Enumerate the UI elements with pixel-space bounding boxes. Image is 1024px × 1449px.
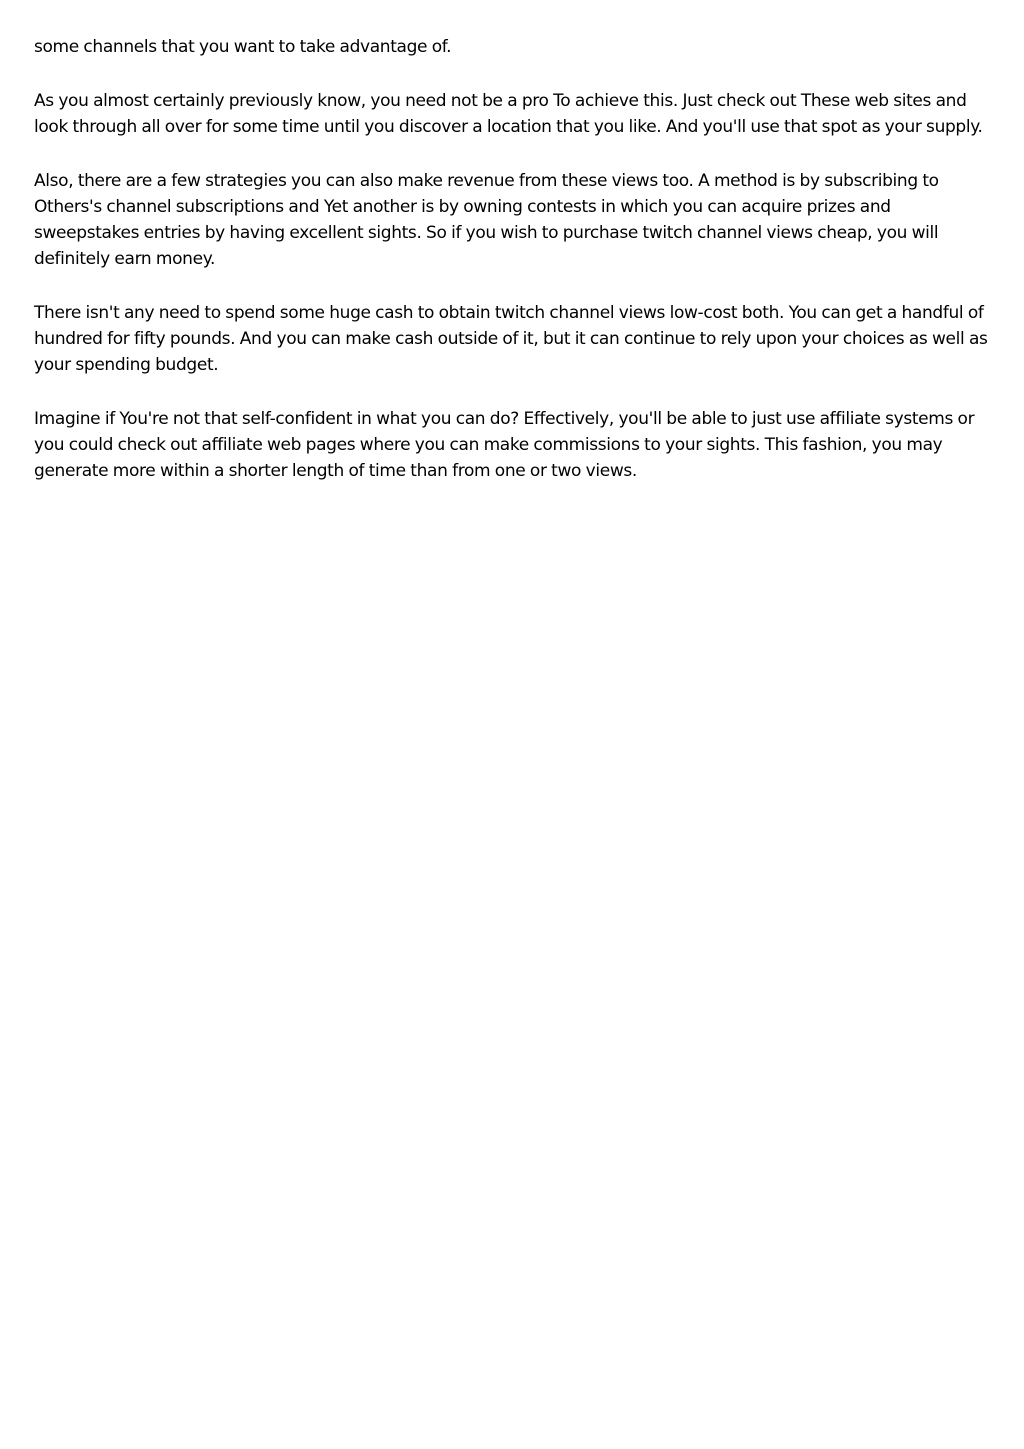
paragraph-2: As you almost certainly previously know, you need not be a pro To achieve this. Just check out These web sites and look through all over for some time until you discover a location that you like. And you'll use that spot as your supply.: [34, 91, 983, 137]
paragraph-1: some channels that you want to take advantage of.: [34, 37, 452, 57]
document-page: [34, 34, 994, 512]
paragraph-4: There isn't any need to spend some huge cash to obtain twitch channel views low-cost both. You can get a handful of hundred for fifty pounds. And you can make cash outside of it, but it can continue to rely upon your choices as well as your spending budget.: [34, 303, 988, 375]
paragraph-3: Also, there are a few strategies you can also make revenue from these views too. A method is by subscribing to Others's channel subscriptions and Yet another is by owning contests in which you can acquire prizes and sweepstakes entries by having excellent sights. So if you wish to purchase twitch channel views cheap, you will definitely earn money.: [34, 171, 939, 269]
paragraph-5: Imagine if You're not that self-confident in what you can do? Effectively, you'll be able to just use affiliate systems or you could check out affiliate web pages where you can make commissions to your sights. This fashion, you may generate more within a shorter length of time than from one or two views.: [34, 409, 975, 481]
